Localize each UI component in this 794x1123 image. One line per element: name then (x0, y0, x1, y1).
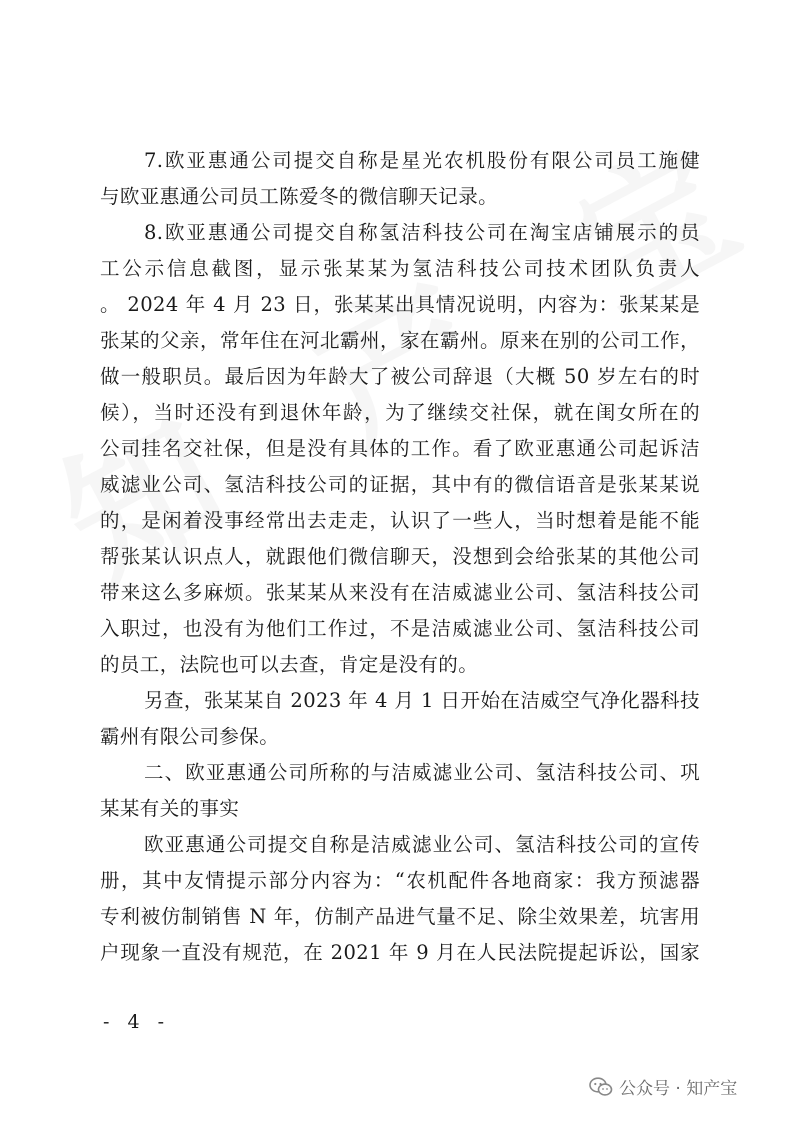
paragraph-line: 威滤业公司、氢洁科技公司的证据，其中有的微信语音是张某某说 (100, 473, 700, 496)
paragraph-line: 二、欧亚惠通公司所称的与洁威滤业公司、氢洁科技公司、巩 (144, 761, 700, 784)
paragraph-line: 张某的父亲，常年住在河北霸州，家在霸州。原来在别的公司工作， (100, 329, 700, 352)
paragraph-line: 的，是闲着没事经常出去走走，认识了一些人，当时想着是能不能 (100, 509, 700, 532)
paragraph-line: 另查，张某某自 2023 年 4 月 1 日开始在洁威空气净化器科技 (144, 689, 700, 712)
paragraph-line: 公司挂名交社保，但是没有具体的工作。看了欧亚惠通公司起诉洁 (100, 437, 700, 460)
paragraph-line: 专利被仿制销售 N 年，仿制产品进气量不足、除尘效果差，坑害用 (100, 905, 700, 928)
paragraph-line: 册，其中友情提示部分内容为：“农机配件各地商家：我方预滤器 (100, 869, 700, 892)
paragraph-line: 与欧亚惠通公司员工陈爱冬的微信聊天记录。 (100, 185, 499, 208)
page-number: - 4 - (103, 1011, 171, 1033)
footer-brand-label: 公众号 · 知产宝 (619, 1079, 738, 1099)
paragraph-line: 的员工，法院也可以去查，肯定是没有的。 (100, 653, 479, 676)
paragraph-line: 。 2024 年 4 月 23 日，张某某出具情况说明，内容为：张某某是 (100, 293, 700, 316)
paragraph-line: 某某有关的事实 (100, 797, 240, 820)
paragraph-line: 7.欧亚惠通公司提交自称是星光农机股份有限公司员工施健 (144, 149, 700, 172)
paragraph-line: 做一般职员。最后因为年龄大了被公司辞退（大概 50 岁左右的时 (100, 365, 700, 388)
paragraph-line: 候），当时还没有到退休年龄，为了继续交社保，就在闺女所在的 (100, 401, 700, 424)
wechat-icon (589, 1076, 613, 1098)
paragraph-line: 入职过，也没有为他们工作过，不是洁威滤业公司、氢洁科技公司 (100, 617, 700, 640)
paragraph-line: 带来这么多麻烦。张某某从来没有在洁威滤业公司、氢洁科技公司 (100, 581, 700, 604)
footer-brand[interactable] (589, 1074, 737, 1099)
paragraph-line: 帮张某认识点人，就跟他们微信聊天，没想到会给张某的其他公司 (100, 545, 700, 568)
paragraph-line: 欧亚惠通公司提交自称是洁威滤业公司、氢洁科技公司的宣传 (144, 833, 700, 856)
paragraph-line: 8.欧亚惠通公司提交自称氢洁科技公司在淘宝店铺展示的员 (144, 221, 700, 244)
paragraph-line: 霸州有限公司参保。 (100, 725, 280, 748)
paragraph-line: 户现象一直没有规范，在 2021 年 9 月在人民法院提起诉讼，国家 (100, 941, 700, 964)
document-body (100, 143, 700, 971)
paragraph-line: 工公示信息截图，显示张某某为氢洁科技公司技术团队负责人 (100, 257, 700, 280)
